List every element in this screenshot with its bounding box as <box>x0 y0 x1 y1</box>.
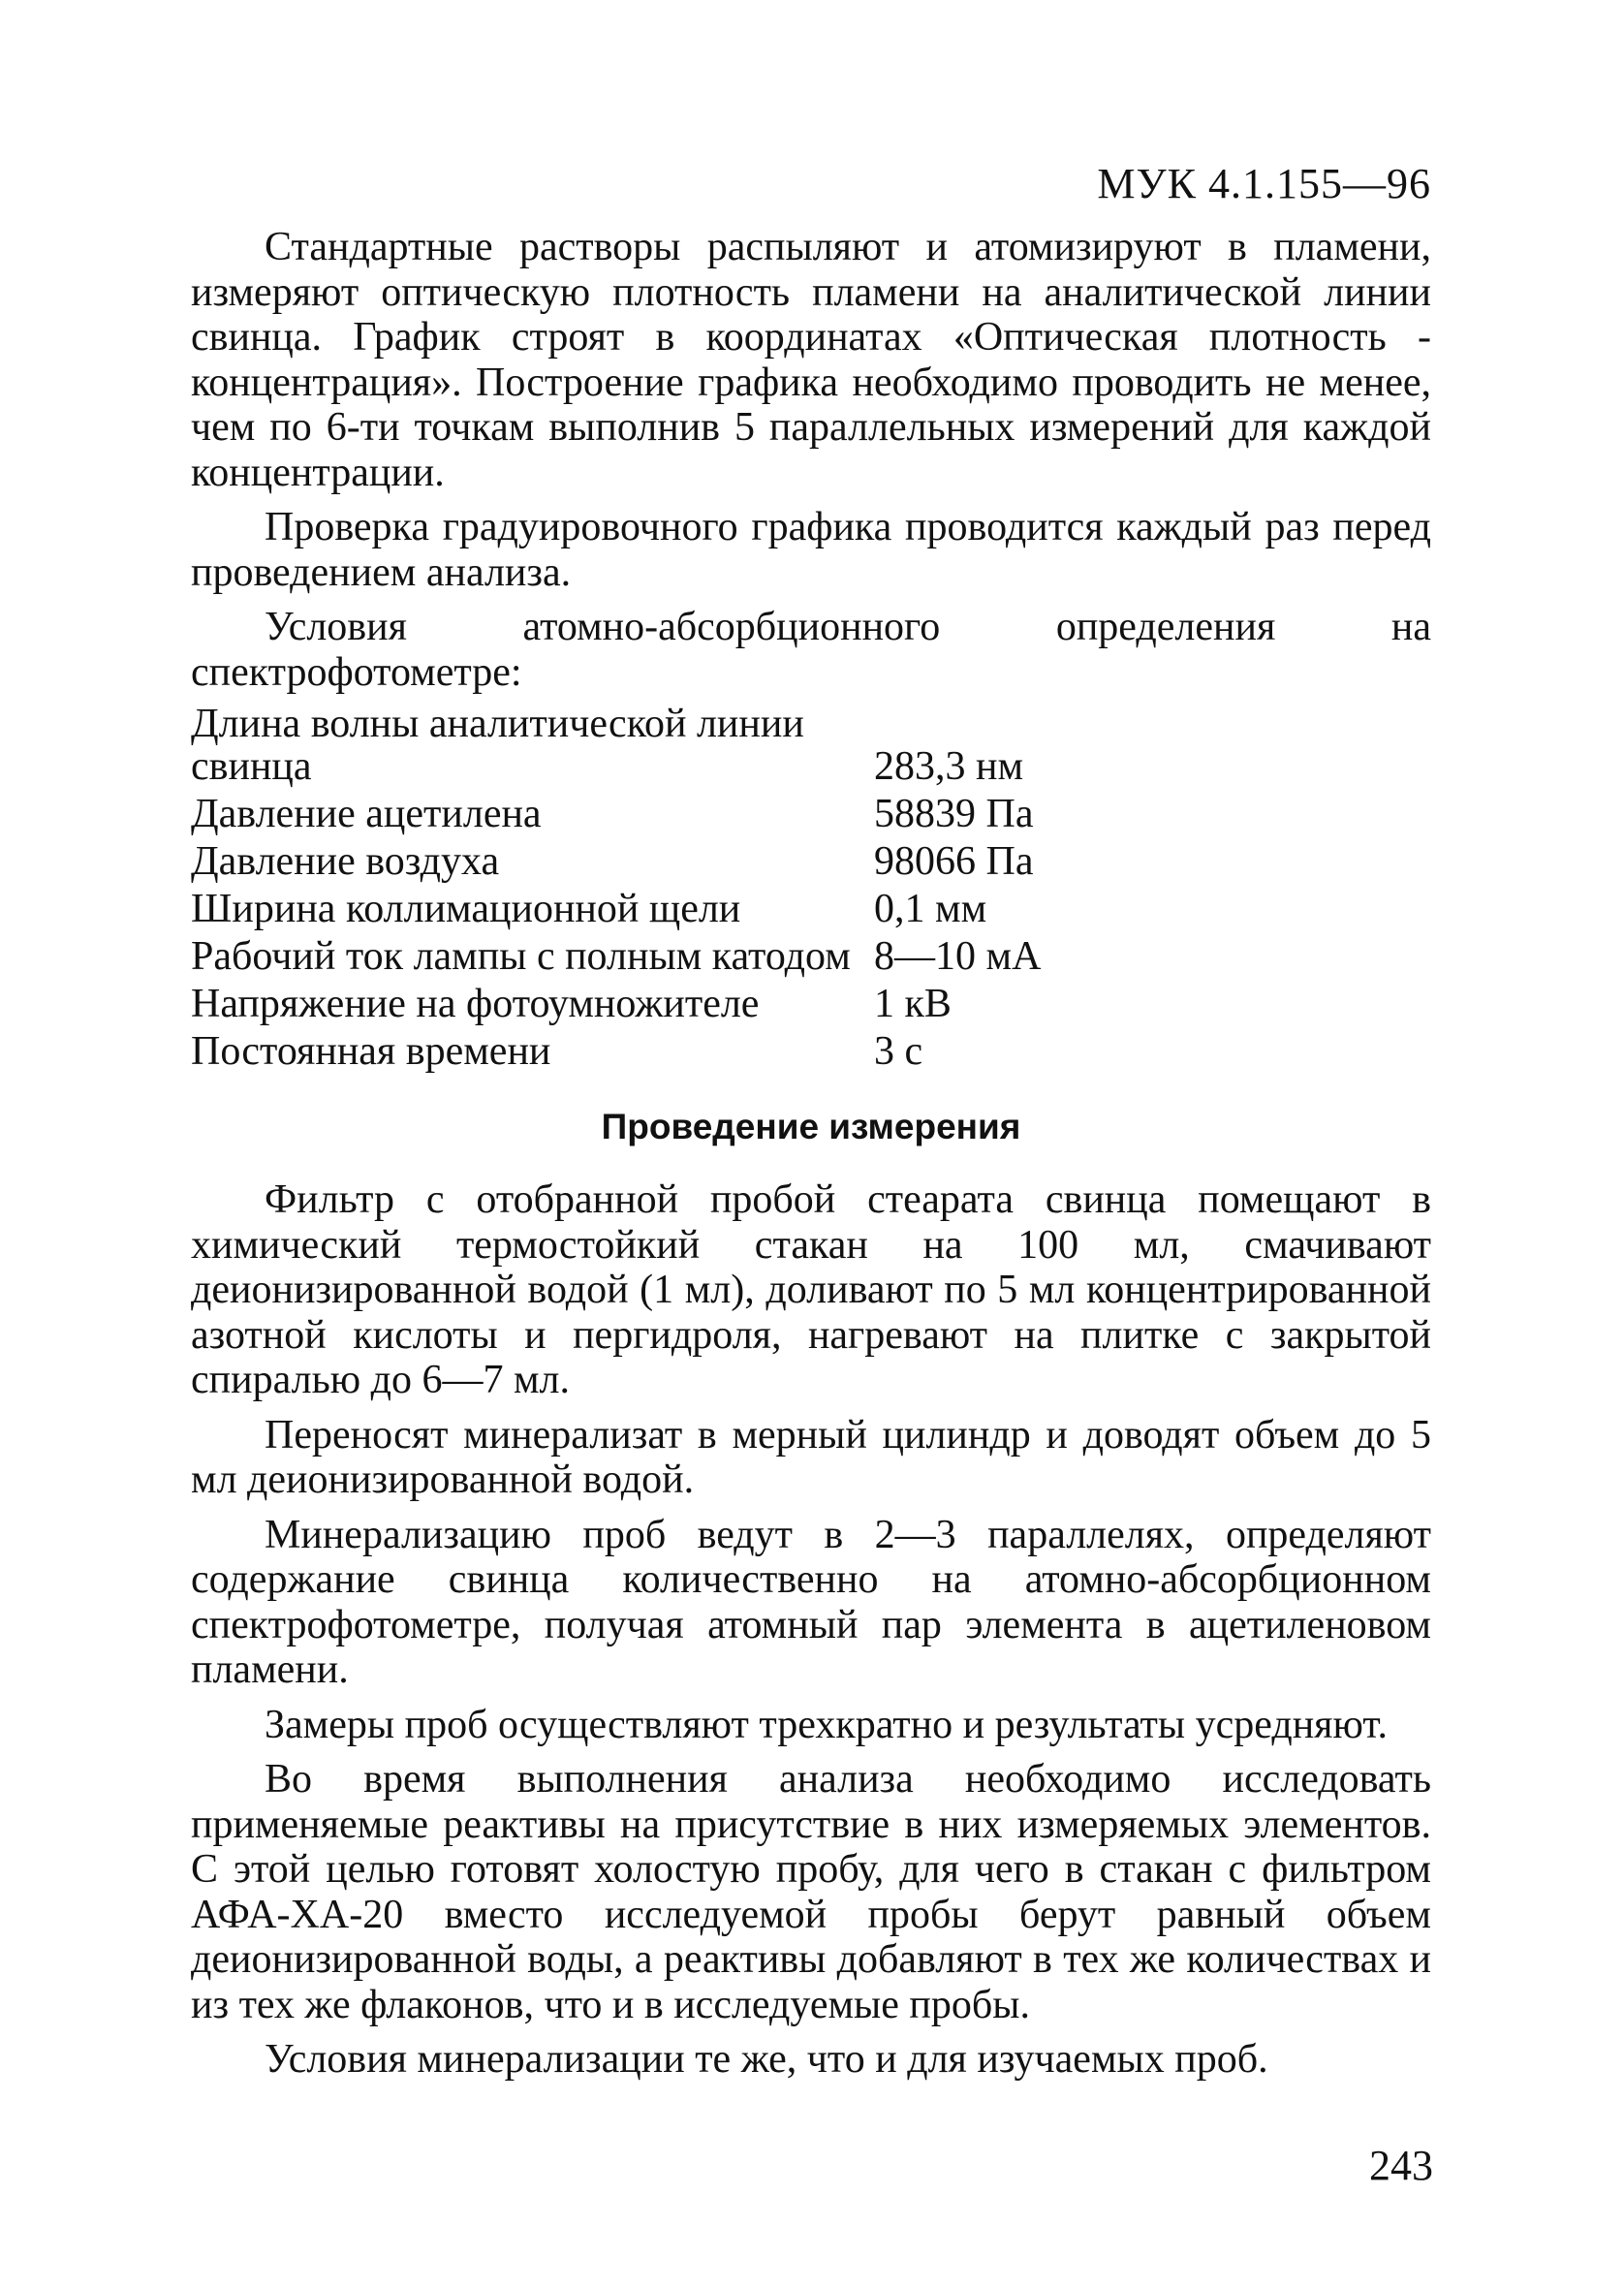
paragraph-mineralization-conditions: Условия минерализации те же, что и для изучаемых проб. <box>265 2037 1268 2082</box>
condition-value: 3 с <box>874 1029 923 1074</box>
condition-value: 8—10 мА <box>874 934 1042 979</box>
condition-label: Постоянная времени <box>191 1029 551 1074</box>
condition-row <box>191 793 1431 835</box>
condition-value: 1 кВ <box>874 982 952 1026</box>
paragraph-conditions-intro: Условия атомно-абсорбционного определения на спектрофотометре: <box>191 605 1431 695</box>
condition-row <box>191 840 1431 883</box>
paragraph-filter-procedure: Фильтр с отобранной пробой стеарата свинца помещают в химический термостойкий стакан на 100 мл, смачивают деионизированной водой (1 мл), доливают по 5 мл концентрированной азотной кислоты и пергидроля, нагревают на плитке с закрытой спиралью до 6—7 мл. <box>191 1177 1431 1402</box>
condition-label: Давление воздуха <box>191 839 500 884</box>
paragraph-calibration-check: Проверка градуировочного графика проводится каждый раз перед проведением анализа. <box>191 505 1431 595</box>
page-number: 243 <box>1369 2142 1433 2189</box>
condition-label: Давление ацетилена <box>191 792 542 836</box>
condition-label: Ширина коллимационной щели <box>191 887 741 931</box>
paragraph-blank-sample: Во время выполнения анализа необходимо исследовать применяемые реактивы на присутствие в них измеряемых элементов. С этой целью готовят холостую пробу, для чего в стакан с фильтром АФА-ХА-20 вместо исследуемой пробы берут равный объем деионизированной воды, а реактивы добавляют в тех же количествах и из тех же флаконов, что и в исследуемые пробы. <box>191 1757 1431 2027</box>
paragraph-mineralization-parallels: Минерализацию проб ведут в 2—3 параллелях, определяют содержание свинца количественно на атомно-абсорбционном спектрофотометре, получая атомный пар элемента в ацетиленовом пламени. <box>191 1512 1431 1692</box>
condition-value: 283,3 нм <box>874 744 1024 789</box>
condition-label: Напряжение на фотоумножителе <box>191 982 760 1026</box>
condition-row <box>191 1030 1431 1073</box>
conditions-table <box>191 703 1431 1073</box>
condition-row <box>191 983 1431 1025</box>
condition-value: 98066 Па <box>874 839 1034 884</box>
paragraph-transfer-mineralizate: Переносят минерализат в мерный цилиндр и доводят объем до 5 мл деионизированной водой. <box>191 1412 1431 1502</box>
condition-value: 0,1 мм <box>874 887 987 931</box>
paragraph-triple-measurement: Замеры проб осуществляют трехкратно и результаты усредняют. <box>265 1702 1389 1747</box>
condition-row <box>191 703 1431 788</box>
condition-row <box>191 888 1431 930</box>
condition-label: Длина волны аналитической линии свинца <box>191 702 804 789</box>
page-body <box>191 155 1431 2083</box>
condition-label: Рабочий ток лампы с полным катодом <box>191 934 851 979</box>
section-heading: Проведение измерения <box>601 1107 1021 1146</box>
paragraph-standard-solutions: Стандартные растворы распыляют и атомизируют в пламени, измеряют оптическую плотность пламени на аналитической линии свинца. График строят в координатах «Оптическая плотность - концентрация». Построение графика необходимо проводить не менее, чем по 6-ти точкам выполнив 5 параллельных измерений для каждой концентрации. <box>191 225 1431 495</box>
document-code-header: МУК 4.1.155—96 <box>1097 160 1431 207</box>
condition-row <box>191 935 1431 978</box>
condition-value: 58839 Па <box>874 792 1034 836</box>
